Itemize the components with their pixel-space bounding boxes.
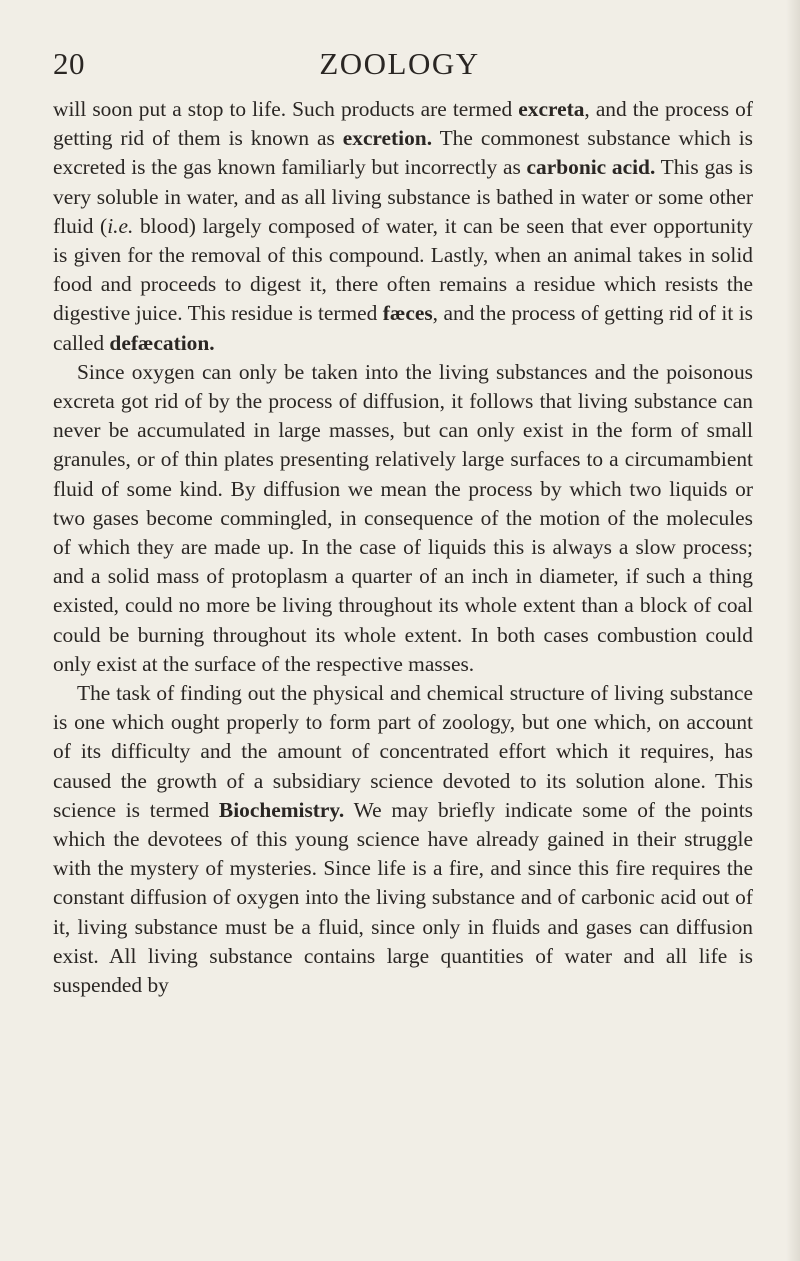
text-run: , and the process of getting rid of them is known as <box>53 97 753 151</box>
page-number: 20 <box>53 46 85 81</box>
text-run: Since oxygen can only be taken into the living substances and the poisonous excreta got rid of by the process of diffusion, it follows that living substance can never be accumulated in large masses, but can only exist in the form of small granules, or of thin plates presenting relatively large surfaces to a circumambient fluid of some kind. By diffusion we mean the process by which two liquids or two gases become commingled, in consequence of the motion of the molecules of which they are made up. In the case of liquids this is always a slow process; and a solid mass of protoplasm a quarter of an inch in diameter, if such a thing existed, could no more be living throughout its whole extent than a block of coal could be burning throughout its whole extent. In both cases combustion could only exist at the surface of the respective masses. <box>53 359 753 676</box>
bold-term: fæces <box>382 301 433 326</box>
paragraph-1 <box>53 95 753 358</box>
text-run: blood) largely composed of water, it can be seen that ever opportunity is given for the removal of this compound. Lastly, when an animal takes in solid food and proceeds to digest it, there often remains a residue which resists the digestive juice. This residue is termed <box>53 213 753 326</box>
bold-term: excretion. <box>342 126 433 151</box>
text-run: will soon put a stop to life. Such products are termed <box>53 97 519 121</box>
text-run: This gas is very soluble in water, and as all living substance is bathed in water or some other fluid ( <box>53 155 753 238</box>
paragraph-3 <box>53 679 753 1000</box>
text-run: The commonest substance which is excreted is the gas known familiarly but incorrectly as <box>53 126 753 180</box>
text-run: The task of finding out the physical and chemical structure of living substance is one which ought properly to form part of zoology, but one which, on account of its difficulty and the amount of concentrated effort which it requires, has caused the growth of a subsidiary science devoted to its solution alone. This science is termed <box>53 681 753 822</box>
text-run: , and the process of getting rid of it is called <box>53 301 753 355</box>
text-run: We may briefly indicate some of the points which the devotees of this young science have already gained in their struggle with the mystery of mysteries. Since life is a fire, and since this fire requires the constant diffusion of oxygen into the living substance and of carbonic acid out of it, living substance must be a fluid, since only in fluids and gases can diffusion exist. All living substance contains large quantities of water and all life is suspended by <box>53 797 754 998</box>
bold-term: carbonic acid. <box>526 155 656 180</box>
body-text <box>53 95 753 1000</box>
bold-term: defæcation. <box>109 330 215 355</box>
running-header <box>53 44 746 84</box>
bold-term: excreta <box>518 97 585 121</box>
paragraph-2 <box>53 358 753 679</box>
bold-term: Biochemistry. <box>218 797 345 822</box>
running-title: ZOOLOGY <box>319 46 480 81</box>
italic-text: i.e. <box>107 213 134 238</box>
page-edge-shadow <box>786 0 800 1261</box>
